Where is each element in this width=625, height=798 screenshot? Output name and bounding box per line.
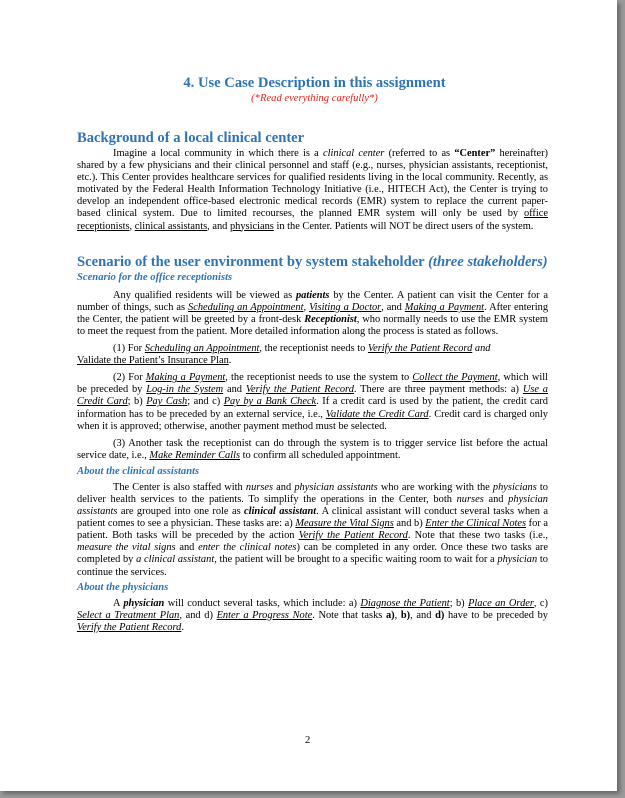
- page-content: [77, 76, 548, 634]
- clinical-assistants-paragraph: The Center is also staffed with nurses and physician assistants who are working with the physicians to deliver health services to the patients. To simplify the operations in the Center, both nurses and physician assistants are grouped into one role as clinical assistant. A clinical assistant will conduct several tasks when a patient comes to see a physician. These tasks are: a) Measure the Vital Signs and b) Enter the Clinical Notes for a patient. Both tasks will be preceded by the action Verify the Patient Record. Note that these two tasks (i.e., measure the vital signs and enter the clinical notes) can be completed in any order. Once these two tasks are completed by a clinical assistant, the patient will be brought to a specific waiting room to wait for a physician to continue the services.: [77, 481, 549, 578]
- page-number: 2: [305, 735, 311, 746]
- receptionist-heading: Scenario for the office receptionists: [77, 271, 233, 283]
- physicians-heading: About the physicians: [77, 581, 169, 593]
- background-heading: Background of a local clinical center: [77, 130, 305, 146]
- receptionist-paragraph-3: (2) For Making a Payment, the receptionist needs to use the system to Collect the Payment, which will be preceded by Log-in the System and Verify the Patient Record. There are three payment methods: a) Use a Credit Card; b) Pay Cash; and c) Pay by a Bank Check. If a credit card is used by the patient, the credit card information has to be preceded by an external service, i.e., Validate the Credit Card. Credit card is charged only when it is approved; otherwise, another payment method must be selected.: [77, 372, 549, 432]
- scenario-heading: Scenario of the user environment by system stakeholder (three stakeholders): [77, 253, 548, 270]
- page-title: 4. Use Case Description in this assignment: [183, 75, 446, 91]
- receptionist-paragraph-2: (1) For Scheduling an Appointment, the receptionist needs to Verify the Patient Record and Validate the Patient’s Insurance Plan.: [77, 343, 491, 367]
- receptionist-paragraph-4: (3) Another task the receptionist can do through the system is to trigger service list before the actual service date, i.e., Make Reminder Calls to confirm all scheduled appointment.: [77, 437, 548, 461]
- page-subtitle: (*Read everything carefully*): [251, 93, 378, 104]
- physicians-paragraph: A physician will conduct several tasks, which include: a) Diagnose the Patient; b) Place an Order, c) Select a Treatment Plan, and d) Enter a Progress Note. Note that tasks a), b), and d) have to be preceded by Verify the Patient Record.: [77, 597, 548, 633]
- background-paragraph: Imagine a local community in which there is a clinical center (referred to as “Center” hereinafter) shared by a few physicians and their clinical personnel and staff (e.g., nurses, physician assistants, receptionist, etc.). This Center provides healthcare services for qualified residents living in the local community. Recently, as motivated by the Federal Health Information Technology Initiative (i.e., HITECH Act), the Center is trying to develop an independent office-based electronic medical records (EMR) system to replace the current paper-based clinical system. Due to limited recourses, the planned EMR system will only be used by office receptionists, clinical assistants, and physicians in the Center. Patients will NOT be direct users of the system.: [77, 148, 548, 232]
- receptionist-paragraph-1: Any qualified residents will be viewed as patients by the Center. A patient can visit the Center for a number of things, such as Scheduling an Appointment, Visiting a Doctor, and Making a Payment. After entering the Center, the patient will be greeted by a front-desk Receptionist, who normally needs to use the EMR system to meet the request from the patient. More detailed information along the process is stated as follows.: [77, 289, 549, 337]
- clinical-assistants-heading: About the clinical assistants: [77, 465, 200, 477]
